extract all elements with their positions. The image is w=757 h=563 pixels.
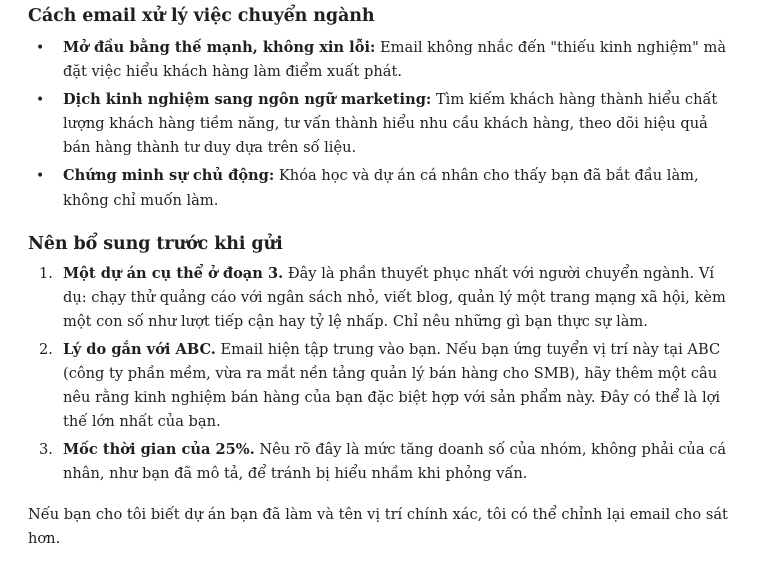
bullet-list — [28, 36, 738, 213]
item-number: 1. — [39, 264, 53, 282]
item-title: Chứng minh sự chủ động: — [63, 167, 275, 185]
item-number: 3. — [39, 441, 53, 459]
item-text: Khóa học và dự án cá nhân cho thấy bạn đã bắt đầu làm, không chỉ muốn làm. — [63, 167, 699, 209]
list-item — [28, 338, 738, 434]
item-text: Email không nhắc đến "thiếu kinh nghiệm" mà đặt việc hiểu khách hàng làm điểm xuất phát. — [63, 39, 727, 81]
numbered-list — [28, 262, 738, 487]
list-item — [28, 438, 738, 486]
item-text: Tìm kiếm khách hàng thành hiểu chất lượng khách hàng tiềm năng, tư vấn thành hiểu nhu cầu khách hàng, theo dõi hiệu quả bán hàng thành tư duy dựa trên số liệu. — [63, 91, 718, 157]
list-item — [28, 262, 738, 334]
item-text: Email hiện tập trung vào bạn. Nếu bạn ứng tuyển vị trí này tại ABC (công ty phần mềm, vừa ra mắt nền tảng quản lý bán hàng cho SMB), hãy thêm một câu nêu rằng kinh nghiệm bán hàng của bạn đặc biệt hợp với sản phẩm này. Đây có thể là lợi thế lớn nhất của bạn. — [63, 340, 721, 431]
section-heading-before-sending: Nên bổ sung trước khi gửi — [28, 233, 283, 254]
list-item — [28, 164, 738, 212]
bullet-dot-icon: • — [36, 168, 45, 185]
section-heading-career-change: Cách email xử lý việc chuyển ngành — [28, 6, 375, 26]
item-text: Đây là phần thuyết phục nhất với người chuyển ngành. Ví dụ: chạy thử quảng cáo với ngân sách nhỏ, viết blog, quản lý một trang mạng xã hội, kèm một con số như lượt tiếp cận hay tỷ lệ nhấp. Chỉ nêu những gì bạn thực sự làm. — [63, 264, 726, 330]
item-title: Một dự án cụ thể ở đoạn 3. — [63, 264, 284, 282]
list-item — [28, 36, 738, 84]
bullet-dot-icon: • — [36, 40, 45, 56]
item-text: Nêu rõ đây là mức tăng doanh số của nhóm, không phải của cá nhân, như bạn đã mô tả, để tránh bị hiểu nhầm khi phỏng vấn. — [63, 441, 727, 483]
item-number: 2. — [39, 340, 53, 358]
bullet-dot-icon: • — [36, 92, 45, 109]
list-item — [28, 88, 738, 160]
item-title: Lý do gắn với ABC. — [63, 340, 216, 358]
closing-paragraph: Nếu bạn cho tôi biết dự án bạn đã làm và tên vị trí chính xác, tôi có thể chỉnh lại email cho sát hơn. — [28, 505, 728, 547]
item-title: Dịch kinh nghiệm sang ngôn ngữ marketing: — [63, 91, 432, 109]
item-title: Mốc thời gian của 25%. — [63, 441, 255, 459]
message-content — [28, 0, 738, 551]
item-title: Mở đầu bằng thế mạnh, không xin lỗi: — [63, 39, 376, 56]
